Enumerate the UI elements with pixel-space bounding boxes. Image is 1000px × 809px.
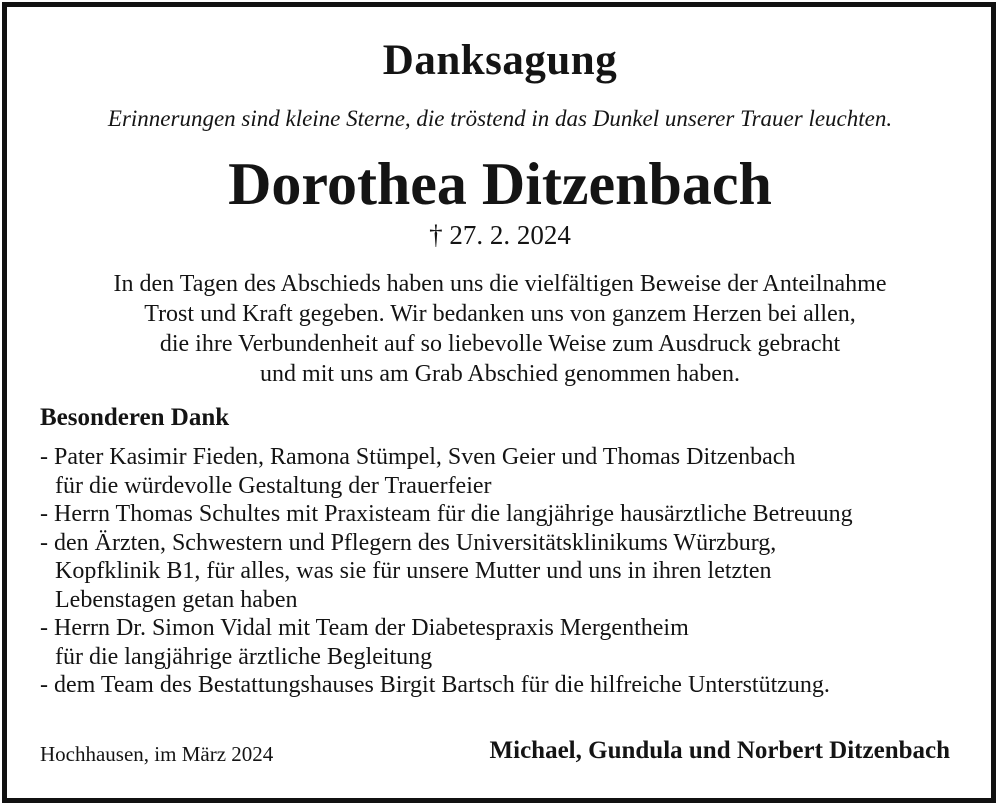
thanks-item-line: - den Ärzten, Schwestern und Pflegern des Universitätsklinikums Würzburg, (40, 529, 777, 556)
thanks-item (40, 614, 976, 671)
thanks-item-line: - Herrn Dr. Simon Vidal mit Team der Diabetespraxis Mergentheim (40, 615, 689, 641)
thanks-item (40, 671, 976, 700)
paragraph-line: In den Tagen des Abschieds haben uns die vielfältigen Beweise der Anteilnahme (113, 271, 887, 297)
thanks-item-line: - dem Team des Bestattungshauses Birgit Bartsch für die hilfreiche Unterstützung. (40, 672, 830, 698)
thanks-paragraph (0, 269, 1000, 389)
thanks-item-line: Lebenstagen getan haben (55, 586, 298, 613)
thanks-item-line: Kopfklinik B1, für alles, was sie für unsere Mutter und uns in ihren letzten (55, 558, 772, 584)
paragraph-line: die ihre Verbundenheit auf so liebevolle Weise zum Ausdruck gebracht (159, 331, 841, 357)
special-thanks-list (40, 443, 976, 700)
thanks-item (40, 500, 976, 529)
thanks-item-line: - Herrn Thomas Schultes mit Praxisteam für die langjährige hausärztliche Betreuung (40, 501, 853, 527)
notice-title: Danksagung (382, 37, 618, 84)
thanks-item (40, 529, 976, 615)
special-thanks-heading: Besonderen Dank (40, 404, 230, 431)
thanks-item-line: - Pater Kasimir Fieden, Ramona Stümpel, Sven Geier und Thomas Ditzenbach (40, 444, 796, 470)
thanks-item-line: für die langjährige ärztliche Begleitung (55, 643, 433, 670)
death-date: † 27. 2. 2024 (429, 220, 571, 250)
paragraph-line: Trost und Kraft gegeben. Wir bedanken uns von ganzem Herzen bei allen, (144, 301, 856, 327)
paragraph-line: und mit uns am Grab Abschied genommen haben. (260, 361, 740, 387)
thanks-item (40, 443, 976, 500)
footer-family-signature: Michael, Gundula und Norbert Ditzenbach (489, 737, 950, 764)
thanks-item-line: für die würdevolle Gestaltung der Trauerfeier (55, 472, 492, 499)
deceased-name: Dorothea Ditzenbach (228, 151, 772, 217)
epigraph-quote: Erinnerungen sind kleine Sterne, die tröstend in das Dunkel unserer Trauer leuchten. (107, 106, 893, 131)
footer-place-date: Hochhausen, im März 2024 (40, 742, 274, 766)
